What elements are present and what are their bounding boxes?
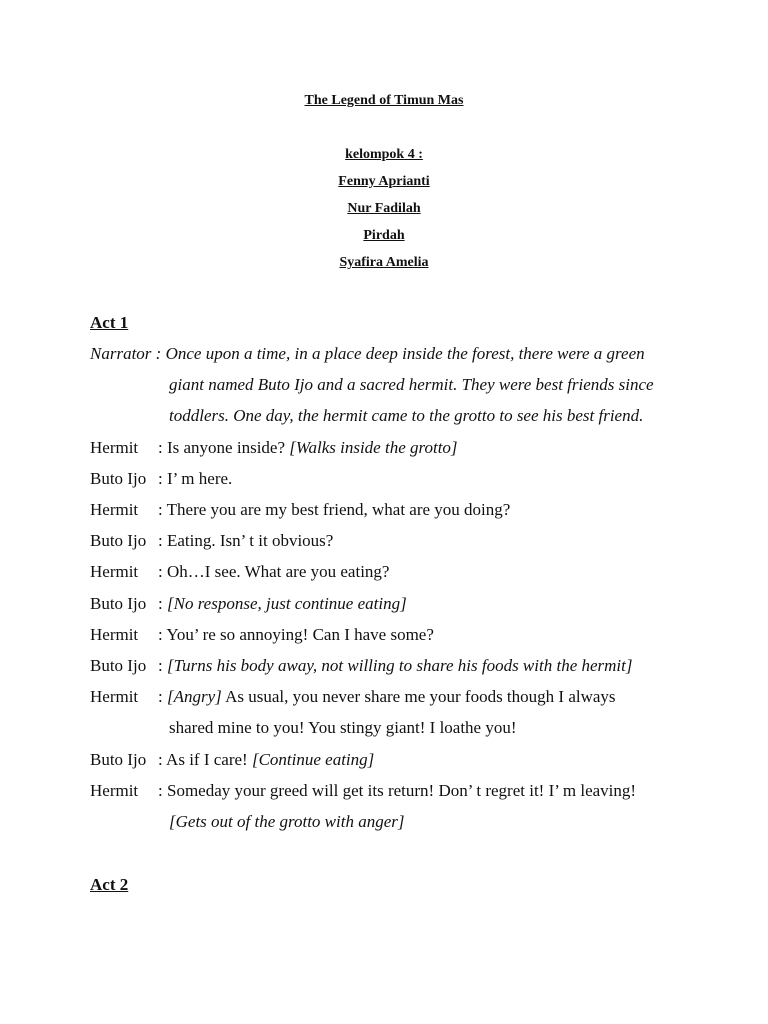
script-line: Hermit : Is anyone inside? [Walks inside the grotto] bbox=[90, 438, 458, 457]
member-name: Pirdah bbox=[363, 228, 405, 243]
dialogue-text: Eating. Isn’ t it obvious? bbox=[166, 531, 334, 550]
speaker-name: Narrator bbox=[90, 344, 152, 363]
dialogue-text: Is anyone inside? bbox=[166, 438, 286, 457]
script-line bbox=[90, 344, 645, 364]
separator: : bbox=[155, 344, 162, 363]
dialogue-text: As usual, you never share me your foods though I always bbox=[225, 687, 616, 706]
script-line: Buto Ijo : [No response, just continue eating] bbox=[90, 594, 407, 613]
member-name: Fenny Aprianti bbox=[338, 174, 430, 189]
narration-continuation bbox=[169, 406, 643, 426]
dialogue-text: There you are my best friend, what are you doing? bbox=[166, 500, 511, 519]
speaker-name: Buto Ijo bbox=[90, 469, 147, 488]
speaker-name: Buto Ijo bbox=[90, 531, 147, 550]
speaker-name: Hermit bbox=[90, 562, 139, 581]
stage-direction: [Gets out of the grotto with anger] bbox=[169, 812, 405, 831]
narration-text: toddlers. One day, the hermit came to the grotto to see his best friend. bbox=[169, 406, 644, 425]
script-line: Hermit : Oh…I see. What are you eating? bbox=[90, 562, 390, 581]
script-line: Buto Ijo : As if I care! [Continue eating] bbox=[90, 750, 375, 769]
script-line: Hermit : There you are my best friend, what are you doing? bbox=[90, 500, 511, 519]
stage-direction: [Turns his body away, not willing to share his foods with the hermit] bbox=[166, 656, 633, 675]
dialogue-text: You’ re so annoying! Can I have some? bbox=[166, 625, 434, 644]
stage-direction: [Walks inside the grotto] bbox=[289, 438, 458, 457]
dialogue-text: Oh…I see. What are you eating? bbox=[166, 562, 390, 581]
dialogue-text: I’ m here. bbox=[166, 469, 233, 488]
narration-text: Once upon a time, in a place deep inside the forest, there were a green bbox=[165, 344, 645, 363]
speaker-name: Buto Ijo bbox=[90, 750, 147, 769]
script-line: Buto Ijo : Eating. Isn’ t it obvious? bbox=[90, 531, 334, 550]
speaker-name: Hermit bbox=[90, 687, 139, 706]
script-line: Buto Ijo : I’ m here. bbox=[90, 469, 233, 488]
stage-direction: [Angry] bbox=[166, 687, 222, 706]
narration-text: giant named Buto Ijo and a sacred hermit. They were best friends since bbox=[169, 375, 654, 394]
dialogue-continuation: shared mine to you! You stingy giant! I loathe you! bbox=[169, 718, 517, 737]
script-line: Hermit : [Angry] As usual, you never share me your foods though I always bbox=[90, 687, 616, 706]
member-name: Syafira Amelia bbox=[339, 255, 429, 270]
dialogue-continuation bbox=[169, 812, 405, 832]
speaker-name: Hermit bbox=[90, 500, 139, 519]
script-line: Hermit : You’ re so annoying! Can I have some? bbox=[90, 625, 434, 644]
act-heading: Act 1 bbox=[90, 313, 129, 332]
dialogue-text: As if I care! bbox=[166, 750, 248, 769]
dialogue-text: Someday your greed will get its return! Don’ t regret it! I’ m leaving! bbox=[166, 781, 637, 800]
script-line: Hermit : Someday your greed will get its return! Don’ t regret it! I’ m leaving! bbox=[90, 781, 637, 800]
speaker-name: Hermit bbox=[90, 625, 139, 644]
script-line: Buto Ijo : [Turns his body away, not willing to share his foods with the hermit] bbox=[90, 656, 633, 675]
speaker-name: Buto Ijo bbox=[90, 656, 147, 675]
speaker-name: Hermit bbox=[90, 781, 139, 800]
stage-direction: [No response, just continue eating] bbox=[166, 594, 407, 613]
speaker-name: Hermit bbox=[90, 438, 139, 457]
stage-direction: [Continue eating] bbox=[251, 750, 375, 769]
group-label: kelompok 4 : bbox=[345, 147, 423, 162]
act-heading: Act 2 bbox=[90, 875, 129, 894]
speaker-name: Buto Ijo bbox=[90, 594, 147, 613]
member-name: Nur Fadilah bbox=[347, 201, 421, 216]
narration-continuation bbox=[169, 375, 654, 395]
document-title: The Legend of Timun Mas bbox=[304, 93, 464, 108]
